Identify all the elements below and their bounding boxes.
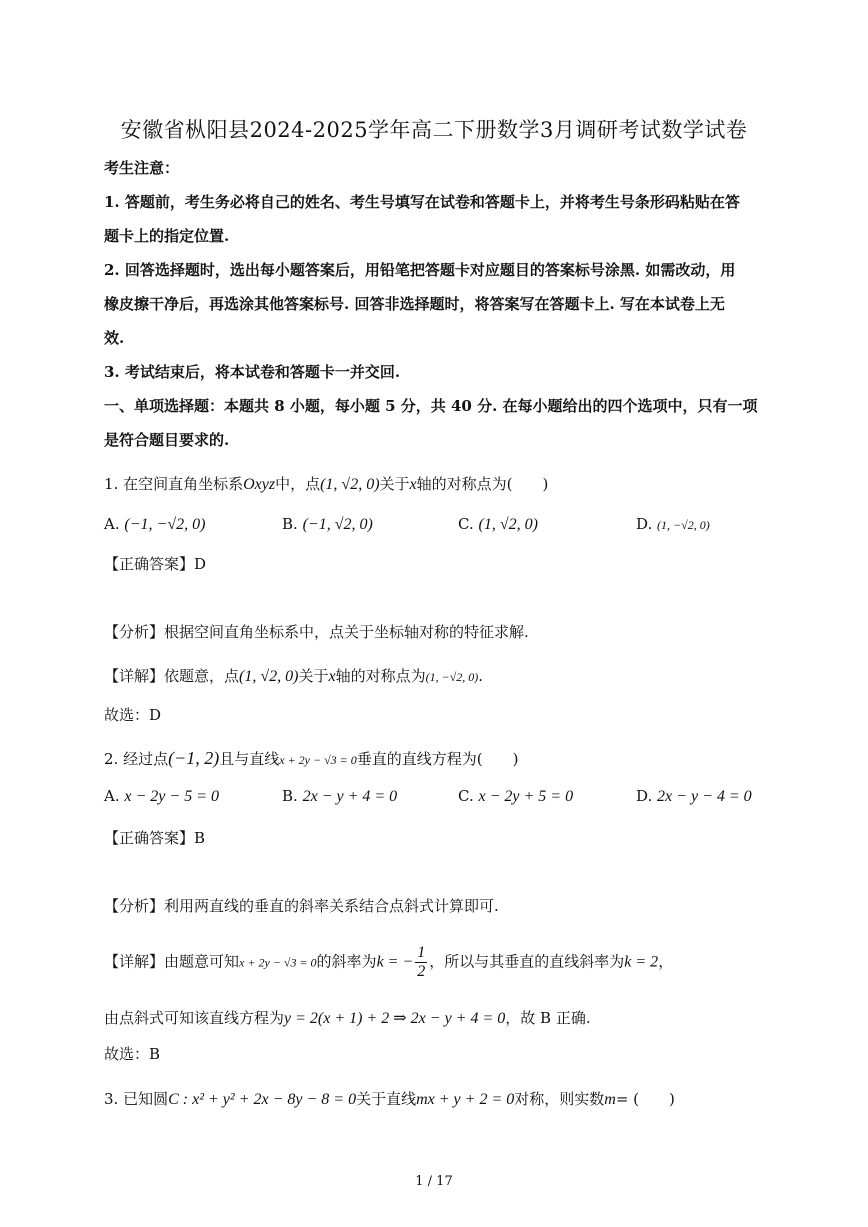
notice-heading: 考生注意：: [104, 159, 180, 177]
question-2-stem: [104, 748, 774, 770]
question-3-text-d: = ( ): [615, 1090, 675, 1108]
question-2-option-d: [636, 787, 752, 806]
detail-math-axis: x: [328, 668, 336, 685]
option-value: (−1, −√2, 0): [124, 516, 206, 533]
detail-math-result: (1, −√2, 0): [425, 670, 479, 684]
option-label: B.: [282, 787, 298, 805]
option-label: B.: [282, 515, 298, 533]
detail-text-c: ，所以与其垂直的直线斜率为: [429, 952, 625, 971]
question-2-choose: 故选：B: [104, 1045, 161, 1063]
question-2-detail: [104, 944, 774, 981]
exam-title: 安徽省枞阳县2024-2025学年高二下册数学3月调研考试数学试卷: [120, 118, 748, 142]
question-2-option-a: [104, 787, 219, 806]
option-value: 2x − y + 4 = 0: [302, 788, 398, 805]
option-label: D.: [636, 515, 653, 533]
detail-text-d: ，: [658, 952, 674, 971]
detail-text-b: 关于: [298, 667, 329, 685]
question-1-text-d: 轴的对称点为( ): [416, 475, 549, 493]
detail-text-b: 的斜率为: [316, 952, 377, 971]
option-value: x − 2y − 5 = 0: [124, 788, 219, 805]
notice-item-1-line-1: 1. 答题前，考生务必将自己的姓名、考生号填写在试卷和答题卡上，并将考生号条形码粘贴在答: [104, 193, 740, 211]
question-1-choose: 故选：D: [104, 706, 162, 724]
detail-text-c: 轴的对称点为: [335, 667, 426, 685]
notice-item-2-line-1: 2. 回答选择题时，选出每小题答案后，用铅笔把答题卡对应题目的答案标号涂黑. 如需改动，用: [104, 261, 736, 279]
fraction-numerator: 1: [417, 944, 426, 961]
detail-text-a: 【详解】由题意可知: [104, 952, 240, 971]
question-1-option-b: [282, 515, 373, 534]
question-2-answer: 【正确答案】B: [104, 829, 206, 847]
question-2-analysis: 【分析】利用两直线的垂直的斜率关系结合点斜式计算即可.: [104, 897, 499, 915]
question-1-option-c: [458, 515, 538, 534]
question-3-text-b: 关于直线: [356, 1090, 417, 1108]
notice-item-3: 3. 考试结束后，将本试卷和答题卡一并交回.: [104, 363, 401, 381]
question-3-math-m: m: [604, 1091, 616, 1108]
section-heading-line-2: 是符合题目要求的.: [104, 431, 230, 449]
option-label: C.: [458, 787, 474, 805]
detail-math-line: x + 2y − √3 = 0: [239, 955, 317, 970]
question-2-text-c: 垂直的直线方程为( ): [356, 750, 519, 768]
option-value: (1, −√2, 0): [657, 518, 710, 532]
fraction-denominator: 2: [417, 963, 426, 980]
question-3-math-line: mx + y + 2 = 0: [416, 1091, 515, 1108]
detail-text-a: 【详解】依题意，点: [104, 667, 240, 685]
question-1-math-point: (1, √2, 0): [320, 476, 380, 493]
question-1-text-c: 关于: [379, 475, 410, 493]
notice-item-2-line-3: 效.: [104, 329, 125, 347]
option-value: 2x − y − 4 = 0: [657, 788, 752, 805]
question-1-math-coord-system: Oxyz: [243, 476, 276, 493]
detail-2-math-equation: y = 2(x + 1) + 2 ⇒ 2x − y + 4 = 0: [284, 1010, 506, 1027]
option-value: (1, √2, 0): [478, 516, 538, 533]
question-1-text-b: 中，点: [275, 475, 321, 493]
notice-item-1-line-2: 题卡上的指定位置.: [104, 227, 230, 245]
option-label: C.: [458, 515, 474, 533]
question-2-option-c: [458, 787, 573, 806]
question-3-math-circle: C : x² + y² + 2x − 8y − 8 = 0: [168, 1091, 357, 1108]
question-1-option-a: [104, 515, 205, 534]
detail-math-perp-slope: k = 2: [624, 953, 659, 971]
option-label: A.: [104, 515, 120, 533]
question-3-text-c: 对称，则实数: [514, 1090, 605, 1108]
detail-2-text-a: 由点斜式可知该直线方程为: [104, 1009, 285, 1027]
question-2-detail-2: [104, 1008, 774, 1029]
option-label: A.: [104, 787, 120, 805]
question-3-text-a: 3. 已知圆: [104, 1090, 169, 1108]
detail-text-d: .: [478, 667, 484, 685]
question-2-math-line: x + 2y − √3 = 0: [279, 753, 357, 767]
option-value: (−1, √2, 0): [302, 516, 373, 533]
question-2-option-b: [282, 787, 397, 806]
question-1-detail: [104, 666, 774, 687]
question-1-text-a: 1. 在空间直角坐标系: [104, 475, 244, 493]
option-label: D.: [636, 787, 653, 805]
detail-math-slope: k = −: [376, 953, 414, 971]
notice-item-2-line-2: 橡皮擦干净后，再选涂其他答案标号. 回答非选择题时，将答案写在答题卡上. 写在本试卷上无: [104, 295, 725, 313]
detail-2-text-b: ，故 B 正确.: [505, 1009, 591, 1027]
question-1-analysis: 【分析】根据空间直角坐标系中，点关于坐标轴对称的特征求解.: [104, 623, 529, 641]
question-1-math-axis: x: [409, 476, 417, 493]
question-2-text-b: 且与直线: [219, 750, 280, 768]
question-1-option-d: [636, 515, 710, 533]
question-3-stem: [104, 1089, 774, 1110]
page-number: 1 / 17: [415, 1174, 453, 1189]
detail-math-point: (1, √2, 0): [239, 668, 299, 685]
question-1-answer: 【正确答案】D: [104, 555, 207, 573]
question-2-text-a: 2. 经过点: [104, 750, 169, 768]
option-value: x − 2y + 5 = 0: [478, 788, 574, 805]
question-2-math-point: (−1, 2): [168, 748, 220, 768]
section-heading-line-1: 一、单项选择题：本题共 8 小题，每小题 5 分，共 40 分. 在每小题给出的四个选项中，只有一项: [104, 397, 758, 415]
question-1-stem: [104, 474, 774, 495]
detail-fraction: [415, 944, 427, 981]
